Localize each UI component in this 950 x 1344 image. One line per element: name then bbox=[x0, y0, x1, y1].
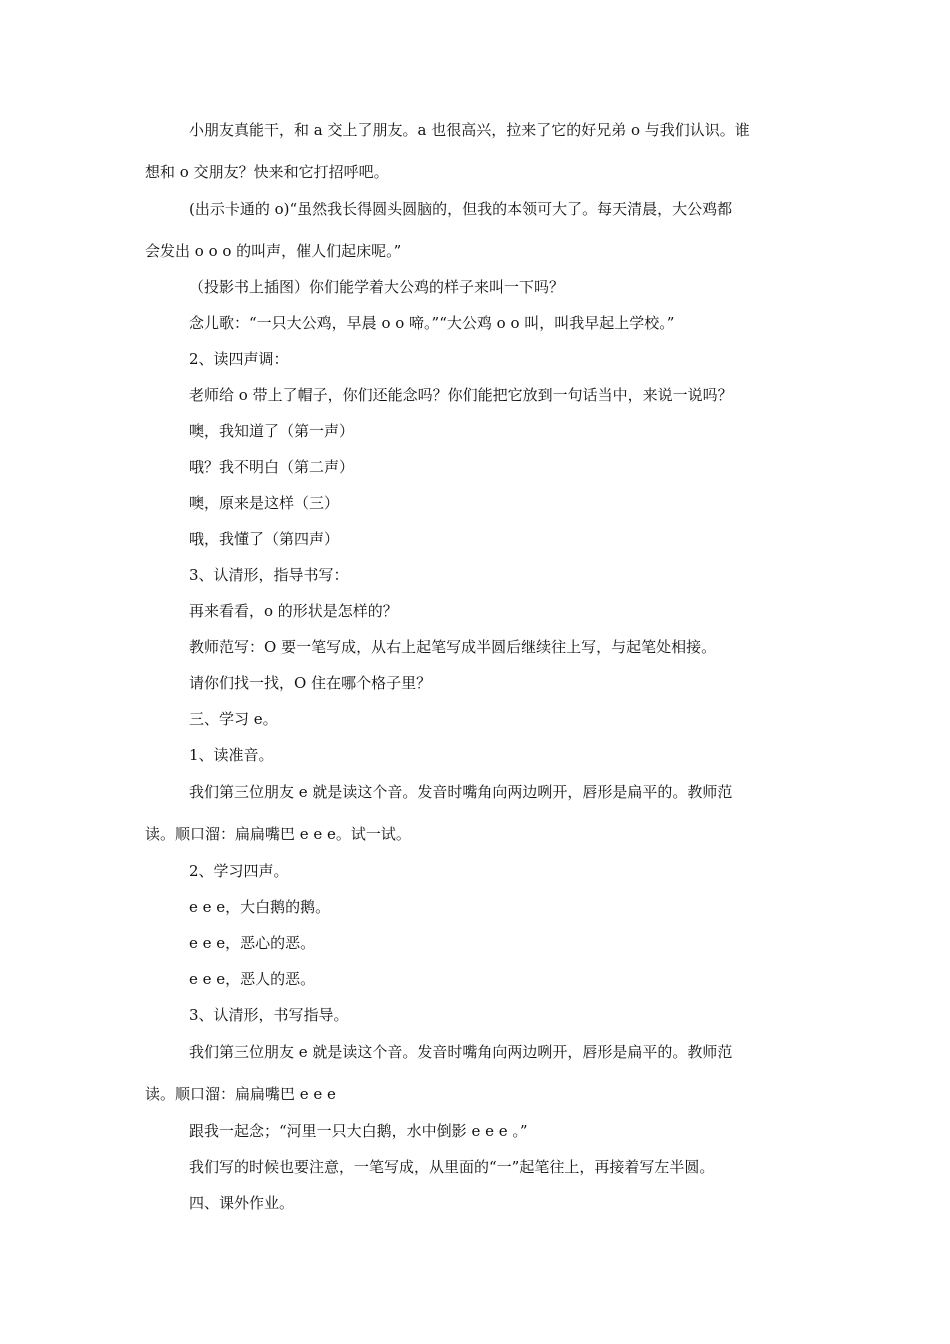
paragraph-line: 教师范写：O 要一笔写成，从右上起笔写成半圆后继续往上写，与起笔处相接。 bbox=[189, 638, 717, 656]
document-page bbox=[145, 120, 810, 1213]
paragraph-line: 我们第三位朋友 e 就是读这个音。发音时嘴角向两边咧开，唇形是扁平的。教师范 bbox=[189, 1043, 733, 1061]
paragraph-line: 我们第三位朋友 e 就是读这个音。发音时嘴角向两边咧开，唇形是扁平的。教师范 bbox=[189, 783, 733, 801]
section-heading: 三、学习 e。 bbox=[189, 710, 278, 728]
paragraph-line: 老师给 o 带上了帽子，你们还能念吗？你们能把它放到一句话当中，来说一说吗？ bbox=[189, 386, 733, 404]
paragraph-line: 请你们找一找，O 住在哪个格子里？ bbox=[189, 674, 432, 692]
paragraph-line: e e e，大白鹅的鹅。 bbox=[189, 898, 331, 916]
paragraph-line: 噢，我知道了（第一声） bbox=[189, 422, 355, 440]
paragraph-line: 噢，原来是这样（三） bbox=[189, 494, 340, 512]
paragraph-line: e e e，恶心的恶。 bbox=[189, 934, 316, 952]
paragraph-line: 哦？我不明白（第二声） bbox=[189, 458, 355, 476]
paragraph-line: 会发出 o o o 的叫声，催人们起床呢。” bbox=[145, 242, 402, 260]
section-heading: 3、认清形，书写指导。 bbox=[189, 1006, 349, 1024]
paragraph-line: 哦，我懂了（第四声） bbox=[189, 530, 340, 548]
paragraph-line: 跟我一起念；“河里一只大白鹅，水中倒影 e e e 。” bbox=[189, 1122, 528, 1140]
paragraph-line: 念儿歌：“一只大公鸡，早晨 o o 啼。”“大公鸡 o o 叫，叫我早起上学校。” bbox=[189, 314, 675, 332]
paragraph-line: 读。顺口溜：扁扁嘴巴 e e e bbox=[145, 1085, 336, 1103]
section-heading: 3、认清形，指导书写： bbox=[189, 566, 349, 584]
paragraph-line: 我们写的时候也要注意，一笔写成，从里面的“一”起笔往上，再接着写左半圆。 bbox=[189, 1158, 715, 1176]
paragraph-line: 再来看看，o 的形状是怎样的？ bbox=[189, 602, 398, 620]
section-heading: 2、学习四声。 bbox=[189, 862, 289, 880]
section-heading: 1、读准音。 bbox=[189, 746, 274, 764]
section-heading: 四、课外作业。 bbox=[189, 1194, 295, 1212]
paragraph-line: (出示卡通的 o)“虽然我长得圆头圆脑的，但我的本领可大了。每天清晨，大公鸡都 bbox=[189, 200, 733, 218]
paragraph-line: 读。顺口溜：扁扁嘴巴 e e e。试一试。 bbox=[145, 825, 411, 843]
paragraph-line: （投影书上插图）你们能学着大公鸡的样子来叫一下吗？ bbox=[189, 278, 565, 296]
paragraph-line: 小朋友真能干，和 a 交上了朋友。a 也很高兴，拉来了它的好兄弟 o 与我们认识。谁 bbox=[189, 121, 750, 139]
paragraph-line: e e e，恶人的恶。 bbox=[189, 970, 316, 988]
paragraph-line: 想和 o 交朋友？快来和它打招呼吧。 bbox=[145, 163, 389, 181]
section-heading: 2、读四声调： bbox=[189, 350, 289, 368]
